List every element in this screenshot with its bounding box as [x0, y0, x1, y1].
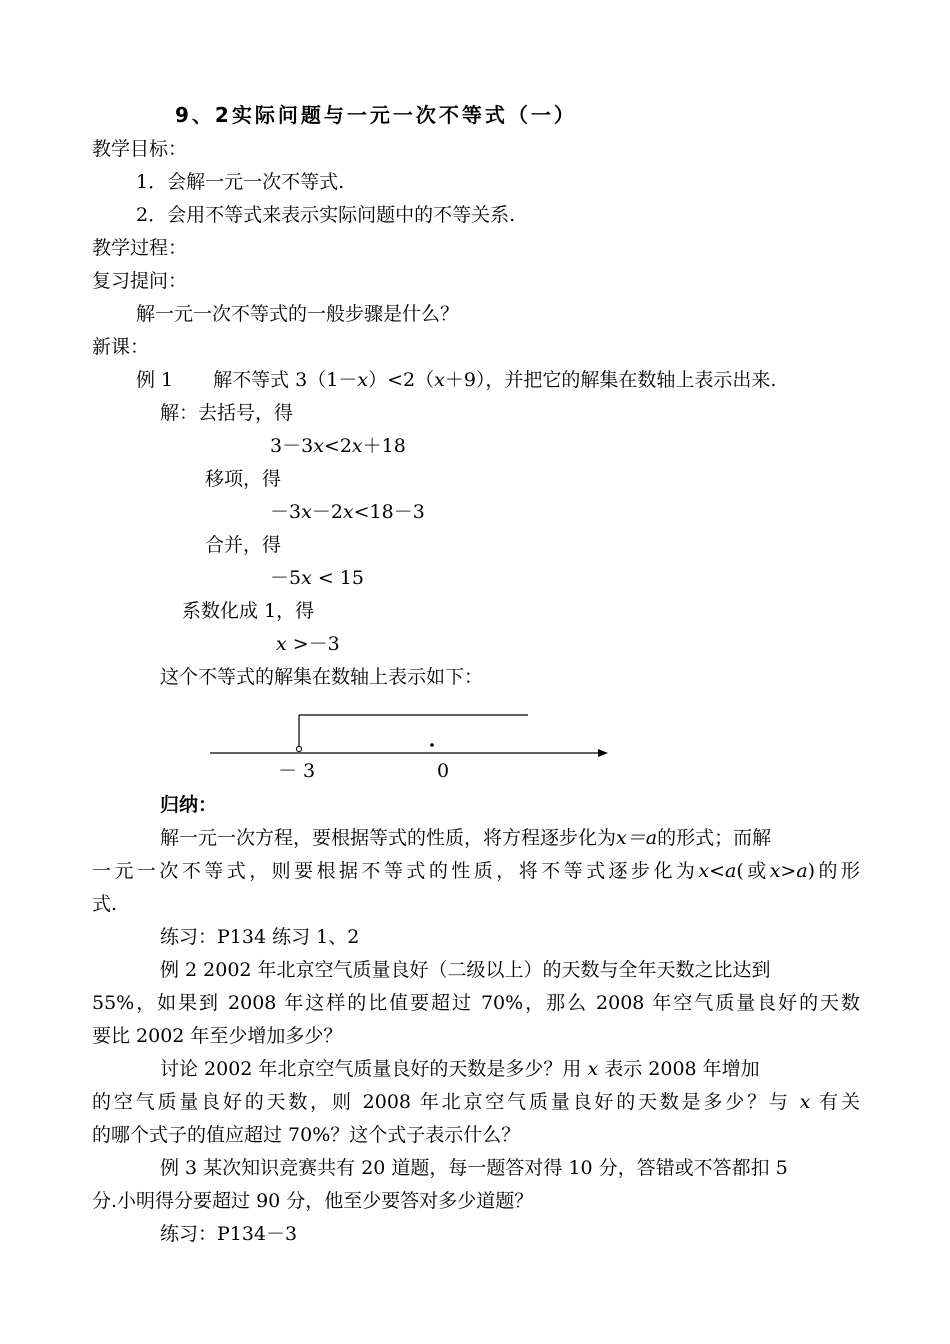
numberline-label-zero: 0: [437, 760, 450, 782]
axis-arrow-icon: [598, 749, 608, 757]
origin-point: [430, 743, 434, 747]
summary-line-1: 解一元一次方程，要根据等式的性质，将方程逐步化为x＝a的形式；而解: [160, 827, 772, 849]
example2-line-2: 55%，如果到 2008 年这样的比值要超过 70%，那么 2008 年空气质量良好的天数: [92, 992, 860, 1014]
example3-line-2: 分.小明得分要超过 90 分，他至少要答对多少道题？: [92, 1190, 534, 1212]
discussion-line-2: 的空气质量良好的天数，则 2008 年北京空气质量良好的天数是多少？与 x 有关: [92, 1091, 860, 1113]
summary-line-2: 一元一次不等式，则要根据不等式的性质，将不等式逐步化为x<a(或x>a)的形: [92, 860, 860, 882]
summary-line-3: 式.: [92, 893, 118, 915]
review-question: 解一元一次不等式的一般步骤是什么？: [136, 303, 460, 325]
equation-3: －5x < 15: [270, 567, 364, 589]
numberline-intro: 这个不等式的解集在数轴上表示如下：: [160, 666, 484, 688]
equation-2: －3x－2x<18－3: [270, 501, 425, 523]
example1-text-b: ）<2（: [368, 369, 435, 391]
example1-label: 例 1: [136, 369, 174, 391]
solution-step-2: 移项，得: [205, 468, 282, 490]
review-heading: 复习提问：: [92, 270, 188, 292]
new-lesson-heading: 新课：: [92, 336, 150, 358]
objective-item-2: 2．会用不等式来表示实际问题中的不等关系.: [136, 204, 516, 226]
open-circle-point: [296, 746, 301, 751]
example3-line-1: 例 3 某次知识竞赛共有 20 道题，每一题答对得 10 分，答错或不答都扣 5: [160, 1157, 788, 1179]
equation-1: 3－3x<2x＋18: [270, 435, 406, 457]
process-heading: 教学过程：: [92, 237, 188, 259]
example2-line-3: 要比 2002 年至少增加多少？: [92, 1025, 343, 1047]
objectives-heading: 教学目标：: [92, 138, 188, 160]
variable-x: x: [434, 369, 445, 391]
discussion-line-1: 讨论 2002 年北京空气质量良好的天数是多少？用 x 表示 2008 年增加: [160, 1058, 760, 1080]
summary-heading: 归纳：: [160, 794, 218, 816]
example1-text-c: ＋9），并把它的解集在数轴上表示出来.: [444, 369, 777, 391]
solution-step-3: 合并，得: [205, 534, 282, 556]
number-line-figure: [200, 705, 620, 785]
solution-step-4: 系数化成 1，得: [182, 600, 315, 622]
discussion-line-3: 的哪个式子的值应超过 70%？这个式子表示什么？: [92, 1124, 521, 1146]
page-title: 9、2实际问题与一元一次不等式（一）: [175, 103, 577, 127]
equation-4: x >－3: [276, 633, 340, 655]
example1-text-a: 解不等式 3（1－: [213, 369, 358, 391]
example1-statement: [136, 367, 776, 393]
solution-step-1: 解：去括号，得: [160, 402, 294, 424]
objective-item-1: 1．会解一元一次不等式.: [136, 171, 345, 193]
numberline-label-neg3: － 3: [278, 760, 316, 782]
practice-1: 练习：P134 练习 1、2: [160, 926, 360, 948]
variable-x: x: [357, 369, 369, 391]
example2-line-1: 例 2 2002 年北京空气质量良好（二级以上）的天数与全年天数之比达到: [160, 959, 771, 981]
practice-2: 练习：P134－3: [160, 1223, 298, 1245]
